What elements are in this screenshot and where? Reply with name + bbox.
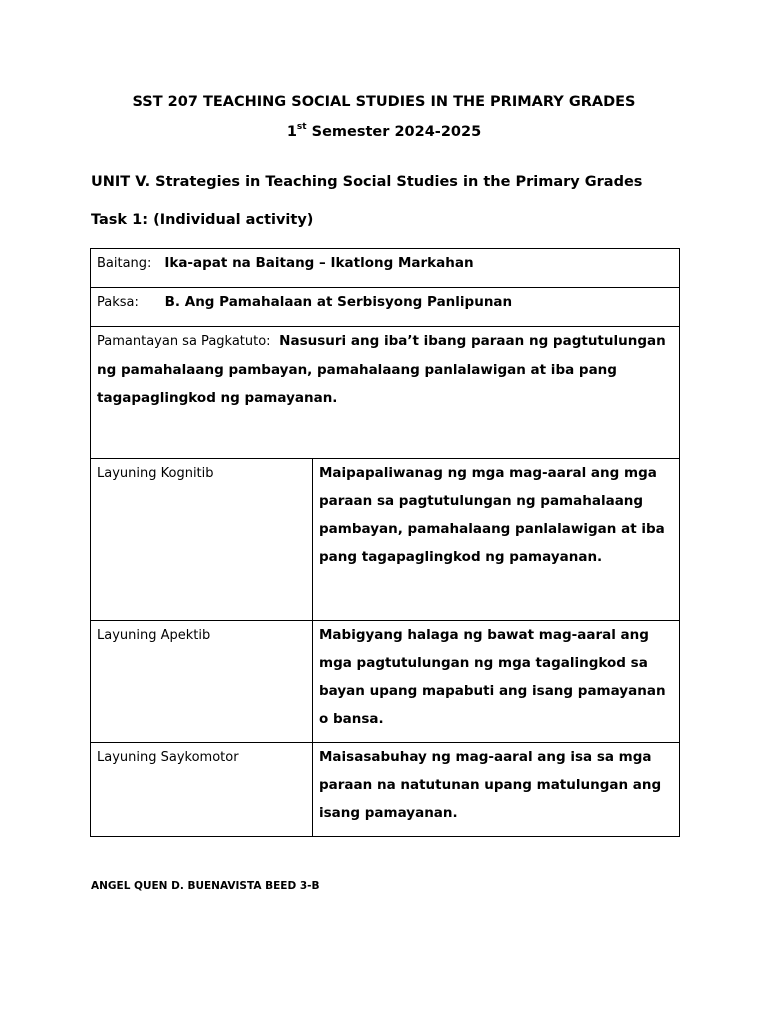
semester-ordinal: 1	[286, 124, 297, 140]
objective-row-apektib	[91, 621, 680, 743]
objective-row-kognitib	[91, 459, 680, 621]
objective-value-cell	[313, 743, 680, 837]
pamantayan-value: Nasusuri ang iba’t ibang paraan ng pagtutulungan ng pamahalaang pambayan, pamahalaang panlalawigan at iba pang tagapaglingkod ng pamayanan.	[97, 333, 666, 406]
paksa-value: B. Ang Pamahalaan at Serbisyong Panlipunan	[164, 294, 513, 310]
objective-label-cell	[91, 743, 313, 837]
pamantayan-row	[91, 327, 680, 459]
baitang-row	[91, 249, 680, 288]
semester-line	[0, 124, 768, 140]
paksa-row	[91, 288, 680, 327]
objective-label: Layuning Apektib	[97, 628, 211, 643]
baitang-value: Ika-apat na Baitang – Ikatlong Markahan	[164, 255, 474, 271]
task-heading: Task 1: (Individual activity)	[91, 212, 314, 228]
paksa-label: Paksa:	[97, 295, 139, 310]
objective-label-cell	[91, 621, 313, 743]
semester-rest: Semester 2024-2025	[306, 124, 482, 140]
objective-row-saykomotor	[91, 743, 680, 837]
objective-value-cell	[313, 459, 680, 621]
semester-suffix: st	[296, 122, 307, 132]
student-name-footer: ANGEL QUEN D. BUENAVISTA BEED 3-B	[91, 880, 320, 892]
objective-label: Layuning Kognitib	[97, 466, 214, 481]
paksa-cell	[91, 288, 680, 327]
unit-heading: UNIT V. Strategies in Teaching Social Studies in the Primary Grades	[91, 174, 643, 190]
pamantayan-cell	[91, 327, 680, 459]
pamantayan-label: Pamantayan sa Pagkatuto:	[97, 334, 271, 349]
objective-value: Maisasabuhay ng mag-aaral ang isa sa mga paraan na natutunan upang matulungan ang isang pamayanan.	[319, 749, 662, 821]
objective-value: Maipapaliwanag ng mga mag-aaral ang mga paraan sa pagtutulungan ng pamahalaang pambayan, pamahalaang panlalawigan at iba pang tagapaglingkod ng pamayanan.	[319, 465, 665, 565]
baitang-cell	[91, 249, 680, 288]
objective-value-cell	[313, 621, 680, 743]
objective-value: Mabigyang halaga ng bawat mag-aaral ang mga pagtutulungan ng mga tagalingkod sa bayan upang mapabuti ang isang pamayanan o bansa.	[319, 627, 666, 727]
objective-label: Layuning Saykomotor	[97, 750, 239, 765]
lesson-table	[90, 248, 680, 837]
objective-label-cell	[91, 459, 313, 621]
baitang-label: Baitang:	[97, 256, 152, 271]
course-title: SST 207 TEACHING SOCIAL STUDIES IN THE PRIMARY GRADES	[132, 94, 636, 110]
